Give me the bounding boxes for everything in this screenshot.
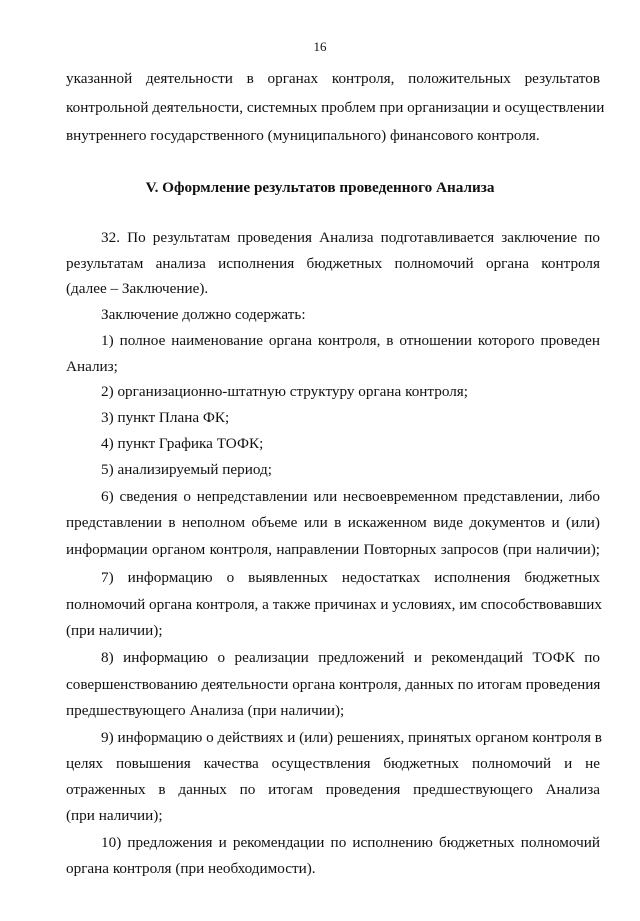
p32-line-3: (далее – Заключение). [66, 280, 209, 297]
item7-line-2: полномочий органа контроля, а также причинах и условиях, им способствовавших [66, 596, 603, 613]
item4-line: 4) пункт Графика ТОФК; [101, 435, 264, 452]
item6-line-3: информации органом контроля, направлении Повторных запросов (при наличии); [66, 541, 600, 558]
p32-line-1: 32. По результатам проведения Анализа подготавливается заключение по [101, 229, 600, 246]
page-number: 16 [313, 39, 327, 54]
item7-line-3: (при наличии); [66, 622, 163, 639]
item5-line: 5) анализируемый период; [101, 461, 272, 478]
p32-line-2: результатам анализа исполнения бюджетных полномочий органа контроля [66, 255, 600, 272]
section-heading: V. Оформление результатов проведенного Анализа [145, 179, 495, 196]
intro-line-1: указанной деятельности в органах контроля, положительных результатов [66, 70, 600, 87]
item7-line-1: 7) информацию о выявленных недостатках исполнения бюджетных [101, 569, 600, 586]
item1-line-1: 1) полное наименование органа контроля, в отношении которого проведен [101, 332, 600, 349]
item3-line: 3) пункт Плана ФК; [101, 409, 230, 426]
item6-line-2: представлении в неполном объеме или в искаженном виде документов и (или) [66, 514, 600, 531]
item10-line-2: органа контроля (при необходимости). [66, 860, 316, 877]
item9-line-2: целях повышения качества осуществления бюджетных полномочий и не [66, 755, 600, 772]
item9-line-4: (при наличии); [66, 807, 163, 824]
item9-line-3: отраженных в данных по итогам проведения предшествующего Анализа [66, 781, 600, 798]
item2-line: 2) организационно-штатную структуру органа контроля; [101, 383, 469, 400]
item9-line-1: 9) информацию о действиях и (или) решениях, принятых органом контроля в [101, 729, 602, 746]
item8-line-1: 8) информацию о реализации предложений и рекомендаций ТОФК по [101, 649, 600, 666]
item6-line-1: 6) сведения о непредставлении или несвоевременном представлении, либо [101, 488, 600, 505]
item10-line-1: 10) предложения и рекомендации по исполнению бюджетных полномочий [101, 834, 600, 851]
intro-line-3: внутреннего государственного (муниципального) финансового контроля. [66, 127, 540, 144]
item8-line-3: предшествующего Анализа (при наличии); [66, 702, 345, 719]
item1-line-2: Анализ; [66, 358, 118, 375]
must-contain-line: Заключение должно содержать: [101, 306, 306, 323]
intro-line-2: контрольной деятельности, системных проблем при организации и осуществлении [66, 99, 605, 116]
item8-line-2: совершенствованию деятельности органа контроля, данных по итогам проведения [66, 676, 601, 693]
